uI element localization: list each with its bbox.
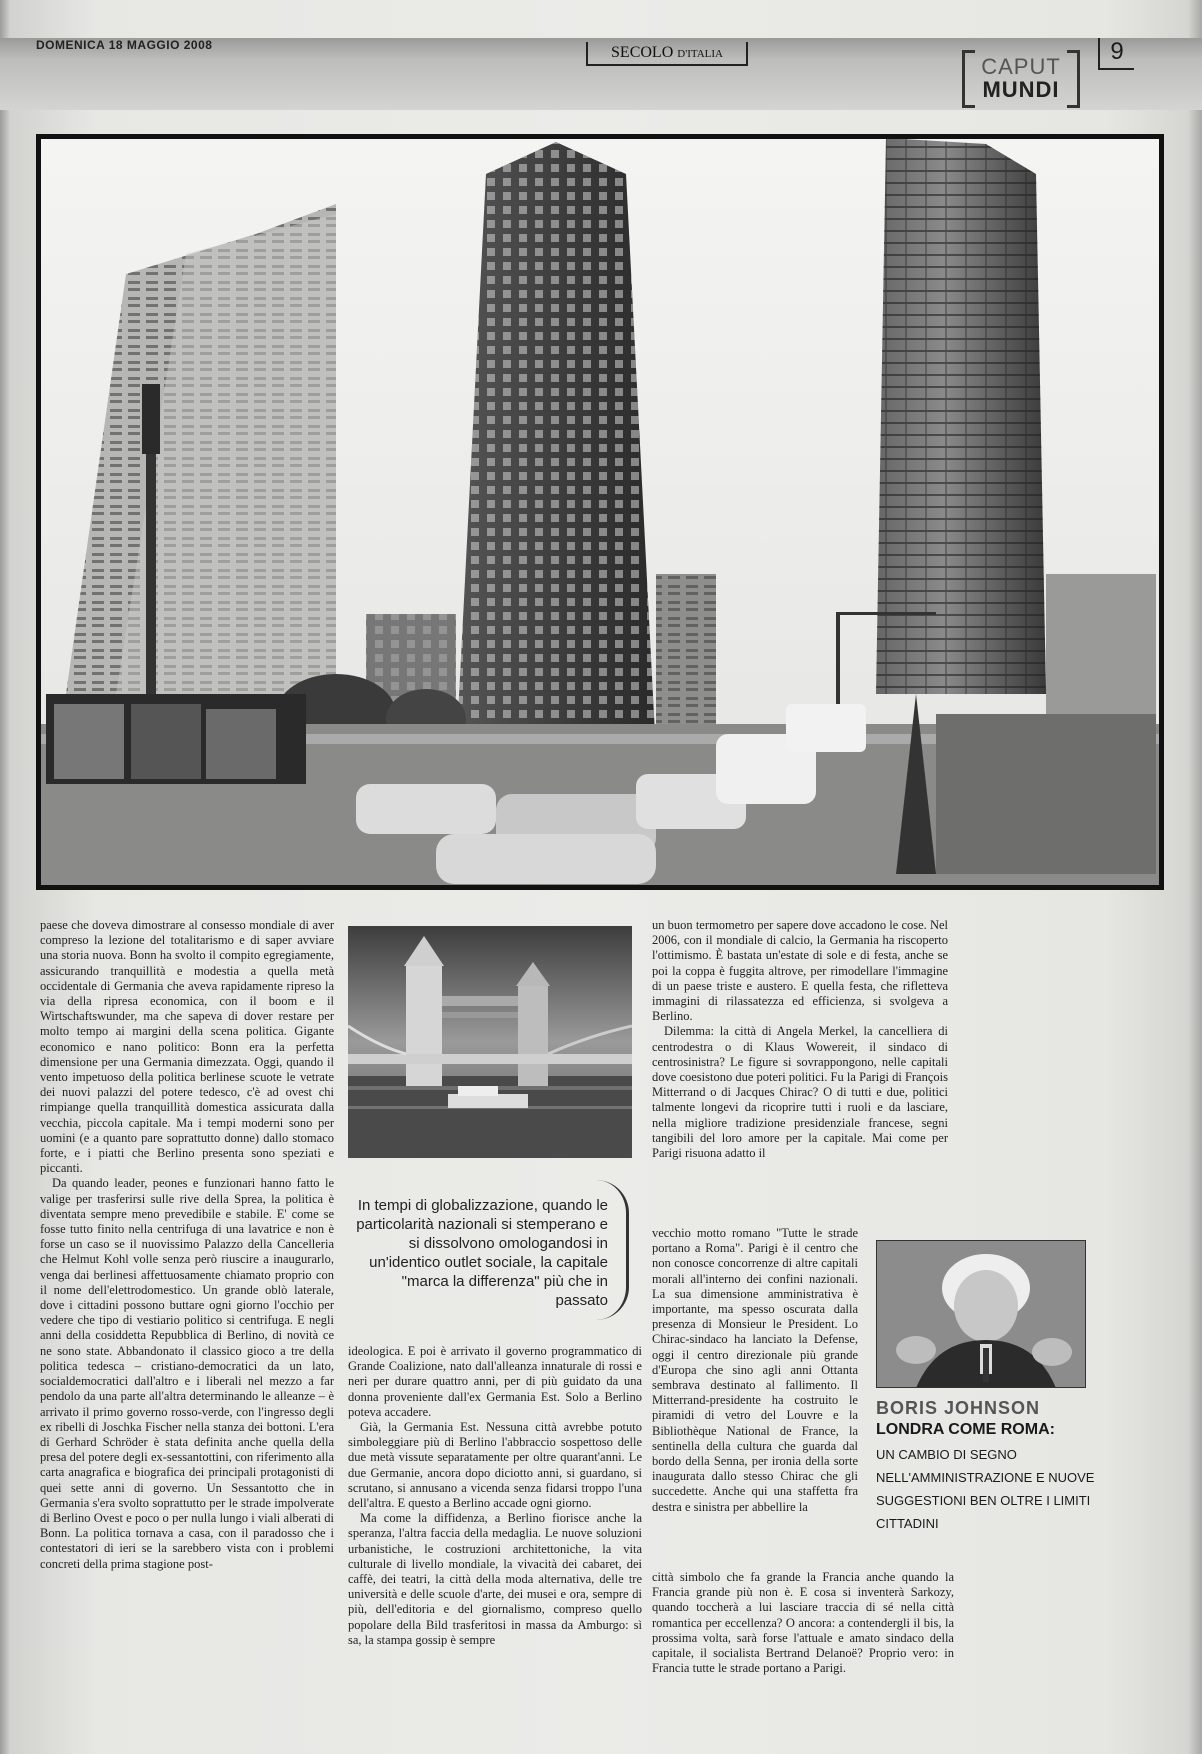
article-column-3-bottom (652, 1570, 954, 1676)
berlin-skyline-illustration (36, 134, 1164, 890)
paper-name (586, 42, 748, 66)
issue-date: DOMENICA 18 MAGGIO 2008 (36, 38, 213, 52)
pullquote: In tempi di globalizzazione, quando le particolarità nazionali si stemperano e si dissolvono omologandosi in un'identico outlet sociale, la capitale "marca la differenza" più che in passato (356, 1197, 608, 1309)
section-label-line1: CAPUT (981, 54, 1061, 79)
berlin-skyline-photo (36, 134, 1164, 890)
section-label-line2: MUNDI (982, 77, 1060, 102)
page-edge-shadow-right (1188, 0, 1202, 1754)
col3-paragraph-2: Dilemma: la città di Angela Merkel, la cancelliera di centrodestra o di Klaus Wowereit, il sindaco di centrosinistra? Le figure si sovrappongono, nelle capitali dove coesistono due poteri politici. Fu la Parigi di François Mitterrand o di Jacques Chirac? O di tutti e due, politici talmente longevi da ricoprire tutti i ruoli e da lasciare, nella migliore tradizione presidenziale francese, segni tangibili del loro amore per la capitale. Mai come per Parigi risuona adatto il (652, 1024, 948, 1161)
article-column-3-narrow (652, 1226, 858, 1515)
boris-johnson-photo (876, 1240, 1086, 1388)
caption-description: UN CAMBIO DI SEGNO NELL'AMMINISTRAZIONE E NUOVE SUGGESTIONI BEN OLTRE I LIMITI CITTADINI (876, 1447, 1095, 1531)
col3c-paragraph-1: città simbolo che fa grande la Francia anche quando la Francia grande più non è. E cosa si inventerà Sarkozy, quando toccherà a lui lasciare traccia di sé nella città romantica per eccellenza? O ancora: a contendergli il bis, la prossima volta, sarà forse l'attuale e amato sindaco della capitale, il socialista Bertrand Delanoë? Proprio vero: in Francia tutte le strade portano a Parigi. (652, 1570, 954, 1676)
article-column-2 (348, 1344, 642, 1648)
col2-paragraph-3: Ma come la diffidenza, a Berlino fiorisce anche la speranza, l'altra faccia della medaglia. Le nuove soluzioni urbanistiche, le costruzioni architettoniche, la vita culturale di livello mondiale, la vivacità dei cabaret, dei caffè, dei teatri, la città della moda alternativa, delle tre università e delle scuole d'arte, dei musei e ora, sempre di più, dell'editoria e del giornalismo, compreso quello popolare della Bild trasferitosi in massa da Amburgo: sì sa, la stampa gossip è sempre (348, 1511, 642, 1647)
section-bracket-right (1067, 50, 1080, 108)
paper-name-small: D'ITALIA (677, 48, 723, 60)
caption-name: BORIS JOHNSON (876, 1398, 1041, 1418)
col2-paragraph-1: ideologica. E poi è arrivato il governo programmatico di Grande Coalizione, nato dall'alleanza innaturale di rossi e neri per durare quattro anni, per di più guidato da una donna proveniente dall'ex Germania Est. Solo a Berlino poteva accadere. (348, 1344, 642, 1419)
col1-paragraph-1: paese che doveva dimostrare al consesso mondiale di aver compreso la lezione del totalitarismo e di saper avviare una storia nuova. Bonn ha svolto il compito egregiamente, assicurando tranquillità e modestia a quella metà occidentale di Germania che aveva rapidamente ripreso la via della ripresa economica, con il boom e il Wirtschaftswunder, ma che sapeva di dover restare per molto tempo ai margini della scena politica. Gigante economico e nano politico: Bonn era la perfetta dimensione per una Germania dimezzata. Oggi, quando il vento impetuoso della politica berlinese scuote le vetrate dei nuovi palazzi del potere tedesco, c'è ad ovest chi rimpiange quella tranquillità domestica assicurata dalla vecchia, piccola capitale. Ma i tempi moderni sono per uomini (e a quanto pare soprattutto donne) dallo stomaco forte, e i piatti che Berlino presenta sono speziati e piccanti. (40, 918, 334, 1176)
article-column-1 (40, 918, 334, 1572)
col1-paragraph-2: Da quando leader, peones e funzionari hanno fatto le valige per trasferirsi sulle rive della Sprea, la politica è diventata sempre meno prevedibile e stabile. E' come se fosse tutto finito nella centrifuga di una lavatrice e non è forse un caso se il nuovissimo Palazzo della Cancelleria che Helmut Kohl volle senza però riuscire a inaugurarlo, venga dai berlinesi affettuosamente chiamato proprio con il nome dell'elettrodomestico. Un grande oblò laterale, dove i cittadini possono buttare ogni giorno l'occhio per vedere che tipo di vestiario politico si centrifuga. E negli anni della cosiddetta Repubblica di Berlino, di novità ce ne sono state. Abbandonato il classico gioco a tre della politica tedesca – cristiano-democratici da un lato, socialdemocratici dall'altro e i liberali nel mezzo a far pendolo da una parte all'altra determinando le alleanze – è arrivato il primo governo rosso-verde, con l'ingresso degli ex ribelli di Joschka Fischer nella stanza dei bottoni. L'era di Gerhard Schröder è stata definita anche quella della presa del potere degli ex-sessantottini, con riferimento alla carta anagrafica e biografica dei principali protagonisti di quei sette anni di governo. Un Sessantotto che in Germania s'era svolto soprattutto per le strade impolverate di Berlino Ovest e poco o per nulla lungo i viali alberati di Bonn. La politica tornava a casa, con il paradosso che i contestatori di ieri se la sarebbero vista con i problemi concreti della prima stagione post- (40, 1176, 334, 1571)
portrait-illustration (876, 1240, 1086, 1388)
caption-subtitle: LONDRA COME ROMA: (876, 1421, 1055, 1438)
tower-bridge-illustration (348, 926, 632, 1158)
photo-caption (876, 1398, 1096, 1535)
col3b-paragraph-1: vecchio motto romano "Tutte le strade portano a Roma". Parigi è il centro che non conosce concorrenze di altre capitali morali all'interno dei confini nazionali. La sua dimensione amministrativa è importante, ma spesso oscurata dalla presenza di Monsieur le President. Lo Chirac-sindaco ha lanciato la Defense, oggi il centro direzionale più grande d'Europa che sino agli anni Ottanta sembrava destinato al fallimento. Il Mitterrand-presidente ha costruito le piramidi di vetro del Louvre e la Bibliothèque National de France, la sentinella della cultura che guarda dal bordo della Senna, per ironia della sorte inaugurata dallo stesso Chirac che gli succedette. Anche qui una staffetta fra destra e sinistra per abbellire la (652, 1226, 858, 1514)
col3-paragraph-1: un buon termometro per sapere dove accadono le cose. Nel 2006, con il mondiale di calcio, la Germania ha riscoperto l'ottimismo. È bastata un'estate di sole e di festa, anche se poi la coppa è fuggita altrove, per rimodellare l'immagine di un paese triste e austero. E quella festa, che rifletteva immagini di rilassatezza ed efficienza, si svolgeva a Berlino. (652, 918, 948, 1024)
page-number: 9 (1098, 38, 1134, 70)
article-column-3 (652, 918, 948, 1161)
col2-paragraph-2: Già, la Germania Est. Nessuna città avrebbe potuto simboleggiare più di Berlino l'abbraccio sospettoso delle due metà vissute separatamente per oltre quarant'anni. Le due Germanie, ancora dopo diciotto anni, si guardano, si scrutano, si annusano a vicenda senza fidarsi troppo l'una dell'altra. E questo a Berlino accade ogni giorno. (348, 1420, 642, 1511)
page-edge-shadow (0, 0, 10, 1754)
paper-name-main: SECOLO (611, 44, 674, 61)
section-label (962, 44, 1080, 104)
tower-bridge-photo (348, 926, 632, 1158)
section-bracket-left (962, 50, 975, 108)
